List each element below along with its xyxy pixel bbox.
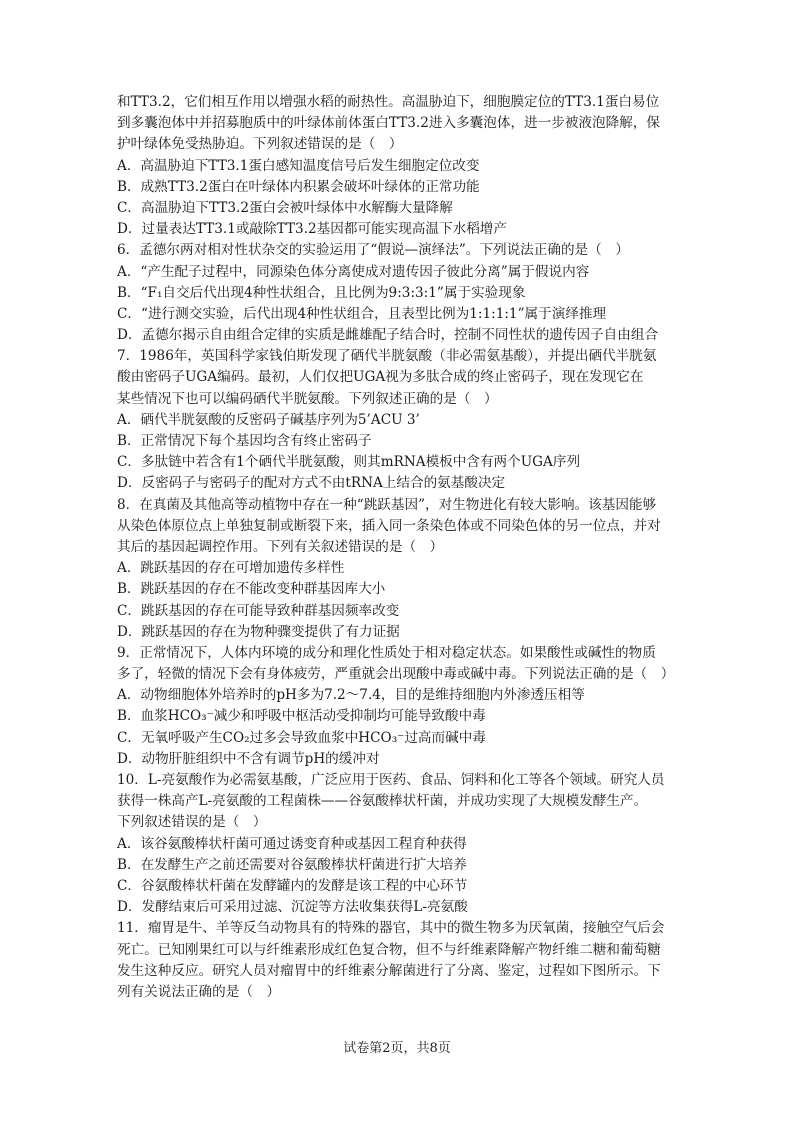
text-line: D．跳跃基因的存在为物种骤变提供了有力证据 xyxy=(117,623,400,640)
text-line: 酸由密码子UGA编码。最初，人们仅把UGA视为多肽合成的终止密码子，现在发现它在 xyxy=(117,369,644,386)
text-line: A．动物细胞体外培养时的pH多为7.2～7.4，目的是维持细胞内外渗透压相等 xyxy=(117,687,585,704)
text-line: A．“产生配子过程中，同源染色体分离使成对遗传因子彼此分离”属于假说内容 xyxy=(117,263,590,280)
text-line: 10．L-亮氨酸作为必需氨基酸，广泛应用于医药、食品、饲料和化工等各个领域。研究人员 xyxy=(117,772,665,788)
text-line: C．跳跃基因的存在可能导致种群基因频率改变 xyxy=(117,602,400,619)
text-line: D．反密码子与密码子的配对方式不由tRNA上结合的氨基酸决定 xyxy=(117,475,506,492)
page-footer: 试卷第2页，共8页 xyxy=(343,1041,451,1056)
text-line: 多了，轻微的情况下会有身体疲劳，严重就会出现酸中毒或碱中毒。下列说法正确的是（ ） xyxy=(117,666,675,683)
text-line: C．谷氨酸棒状杆菌在发酵罐内的发酵是该工程的中心环节 xyxy=(117,877,468,894)
text-line: 某些情况下也可以编码硒代半胱氨酸。下列叙述正确的是（ ） xyxy=(117,390,498,407)
text-line: B．在发酵生产之前还需要对谷氨酸棒状杆菌进行扩大培养 xyxy=(117,856,467,873)
text-line: 7．1986年，英国科学家钱伯斯发现了硒代半胱氨酸（非必需氨基酸），并提出硒代半胱氨 xyxy=(117,348,657,365)
text-line: B．“F₁自交后代出现4种性状组合，且比例为9:3:3:1”属于实验现象 xyxy=(117,284,526,301)
text-line: B．跳跃基因的存在不能改变种群基因库大小 xyxy=(117,581,386,598)
text-line: 护叶绿体免受热胁迫。下列叙述错误的是（ ） xyxy=(117,136,403,153)
text-line: C．多肽链中若含有1个硒代半胱氨酸，则其mRNA模板中含有两个UGA序列 xyxy=(117,454,581,471)
text-line: D．发酵结束后可采用过滤、沉淀等方法收集获得L-亮氨酸 xyxy=(117,899,468,916)
text-line: 8．在真菌及其他高等动植物中存在一种“跳跃基因”，对生物进化有较大影响。该基因能够 xyxy=(117,496,657,513)
question-text xyxy=(117,92,683,1003)
text-line: A．硒代半胱氨酸的反密码子碱基序列为5’ACU 3’ xyxy=(117,411,420,428)
text-line: 死亡。已知刚果红可以与纤维素形成红色复合物，但不与纤维素降解产物纤维二糖和葡萄糖 xyxy=(117,941,661,958)
text-line: C．高温胁迫下TT3.2蛋白会被叶绿体中水解酶大量降解 xyxy=(117,199,453,216)
text-line: B．成熟TT3.2蛋白在叶绿体内积累会破坏叶绿体的正常功能 xyxy=(117,178,480,195)
text-line: A．跳跃基因的存在可增加遗传多样性 xyxy=(117,560,345,577)
text-line: 到多囊泡体中并招募胞质中的叶绿体前体蛋白TT3.2进入多囊泡体，进一步被液泡降解，保 xyxy=(117,115,660,132)
text-line: 获得一株高产L-亮氨酸的工程菌株——谷氨酸棒状杆菌，并成功实现了大规模发酵生产。 xyxy=(117,793,648,810)
text-line: D．过量表达TT3.1或敲除TT3.2基因都可能实现高温下水稻增产 xyxy=(117,221,507,238)
text-line: 11．瘤胃是牛、羊等反刍动物具有的特殊的器官，其中的微生物多为厌氧菌，接触空气后会 xyxy=(117,920,665,937)
text-line: B．正常情况下每个基因均含有终止密码子 xyxy=(117,433,372,449)
text-line: B．血浆HCO₃⁻减少和呼吸中枢活动受抑制均可能导致酸中毒 xyxy=(117,708,486,725)
text-line: 和TT3.2，它们相互作用以增强水稻的耐热性。高温胁迫下，细胞膜定位的TT3.1蛋白易位 xyxy=(117,94,660,110)
text-line: C．无氧呼吸产生CO₂过多会导致血浆中HCO₃⁻过高而碱中毒 xyxy=(117,729,486,746)
text-line: 9．正常情况下，人体内环境的成分和理化性质处于相对稳定状态。如果酸性或碱性的物质 xyxy=(117,644,656,661)
text-line: 其后的基因起调控作用。下列有关叙述错误的是（ ） xyxy=(117,538,444,555)
text-line: 6．孟德尔两对相对性状杂交的实验运用了“假说—演绎法”。下列说法正确的是（ ） xyxy=(117,242,629,259)
text-line: A．高温胁迫下TT3.1蛋白感知温度信号后发生细胞定位改变 xyxy=(117,157,480,174)
text-line: C．“进行测交实验，后代出现4种性状组合，且表型比例为1:1:1:1”属于演绎推理 xyxy=(117,305,607,322)
text-line: 发生这种反应。研究人员对瘤胃中的纤维素分解菌进行了分离、鉴定，过程如下图所示。下 xyxy=(117,962,661,979)
text-line: 下列叙述错误的是（ ） xyxy=(117,814,267,831)
text-line: 列有关说法正确的是（ ） xyxy=(117,983,281,1000)
text-line: A．该谷氨酸棒状杆菌可通过诱变育种或基因工程育种获得 xyxy=(117,835,467,852)
text-line: D．动物肝脏组织中不含有调节pH的缓冲对 xyxy=(117,750,380,767)
text-line: D．孟德尔揭示自由组合定律的实质是雌雄配子结合时，控制不同性状的遗传因子自由组合 xyxy=(117,327,659,344)
text-line: 从染色体原位点上单独复制或断裂下来，插入同一条染色体或不同染色体的另一位点，并对 xyxy=(117,517,661,534)
